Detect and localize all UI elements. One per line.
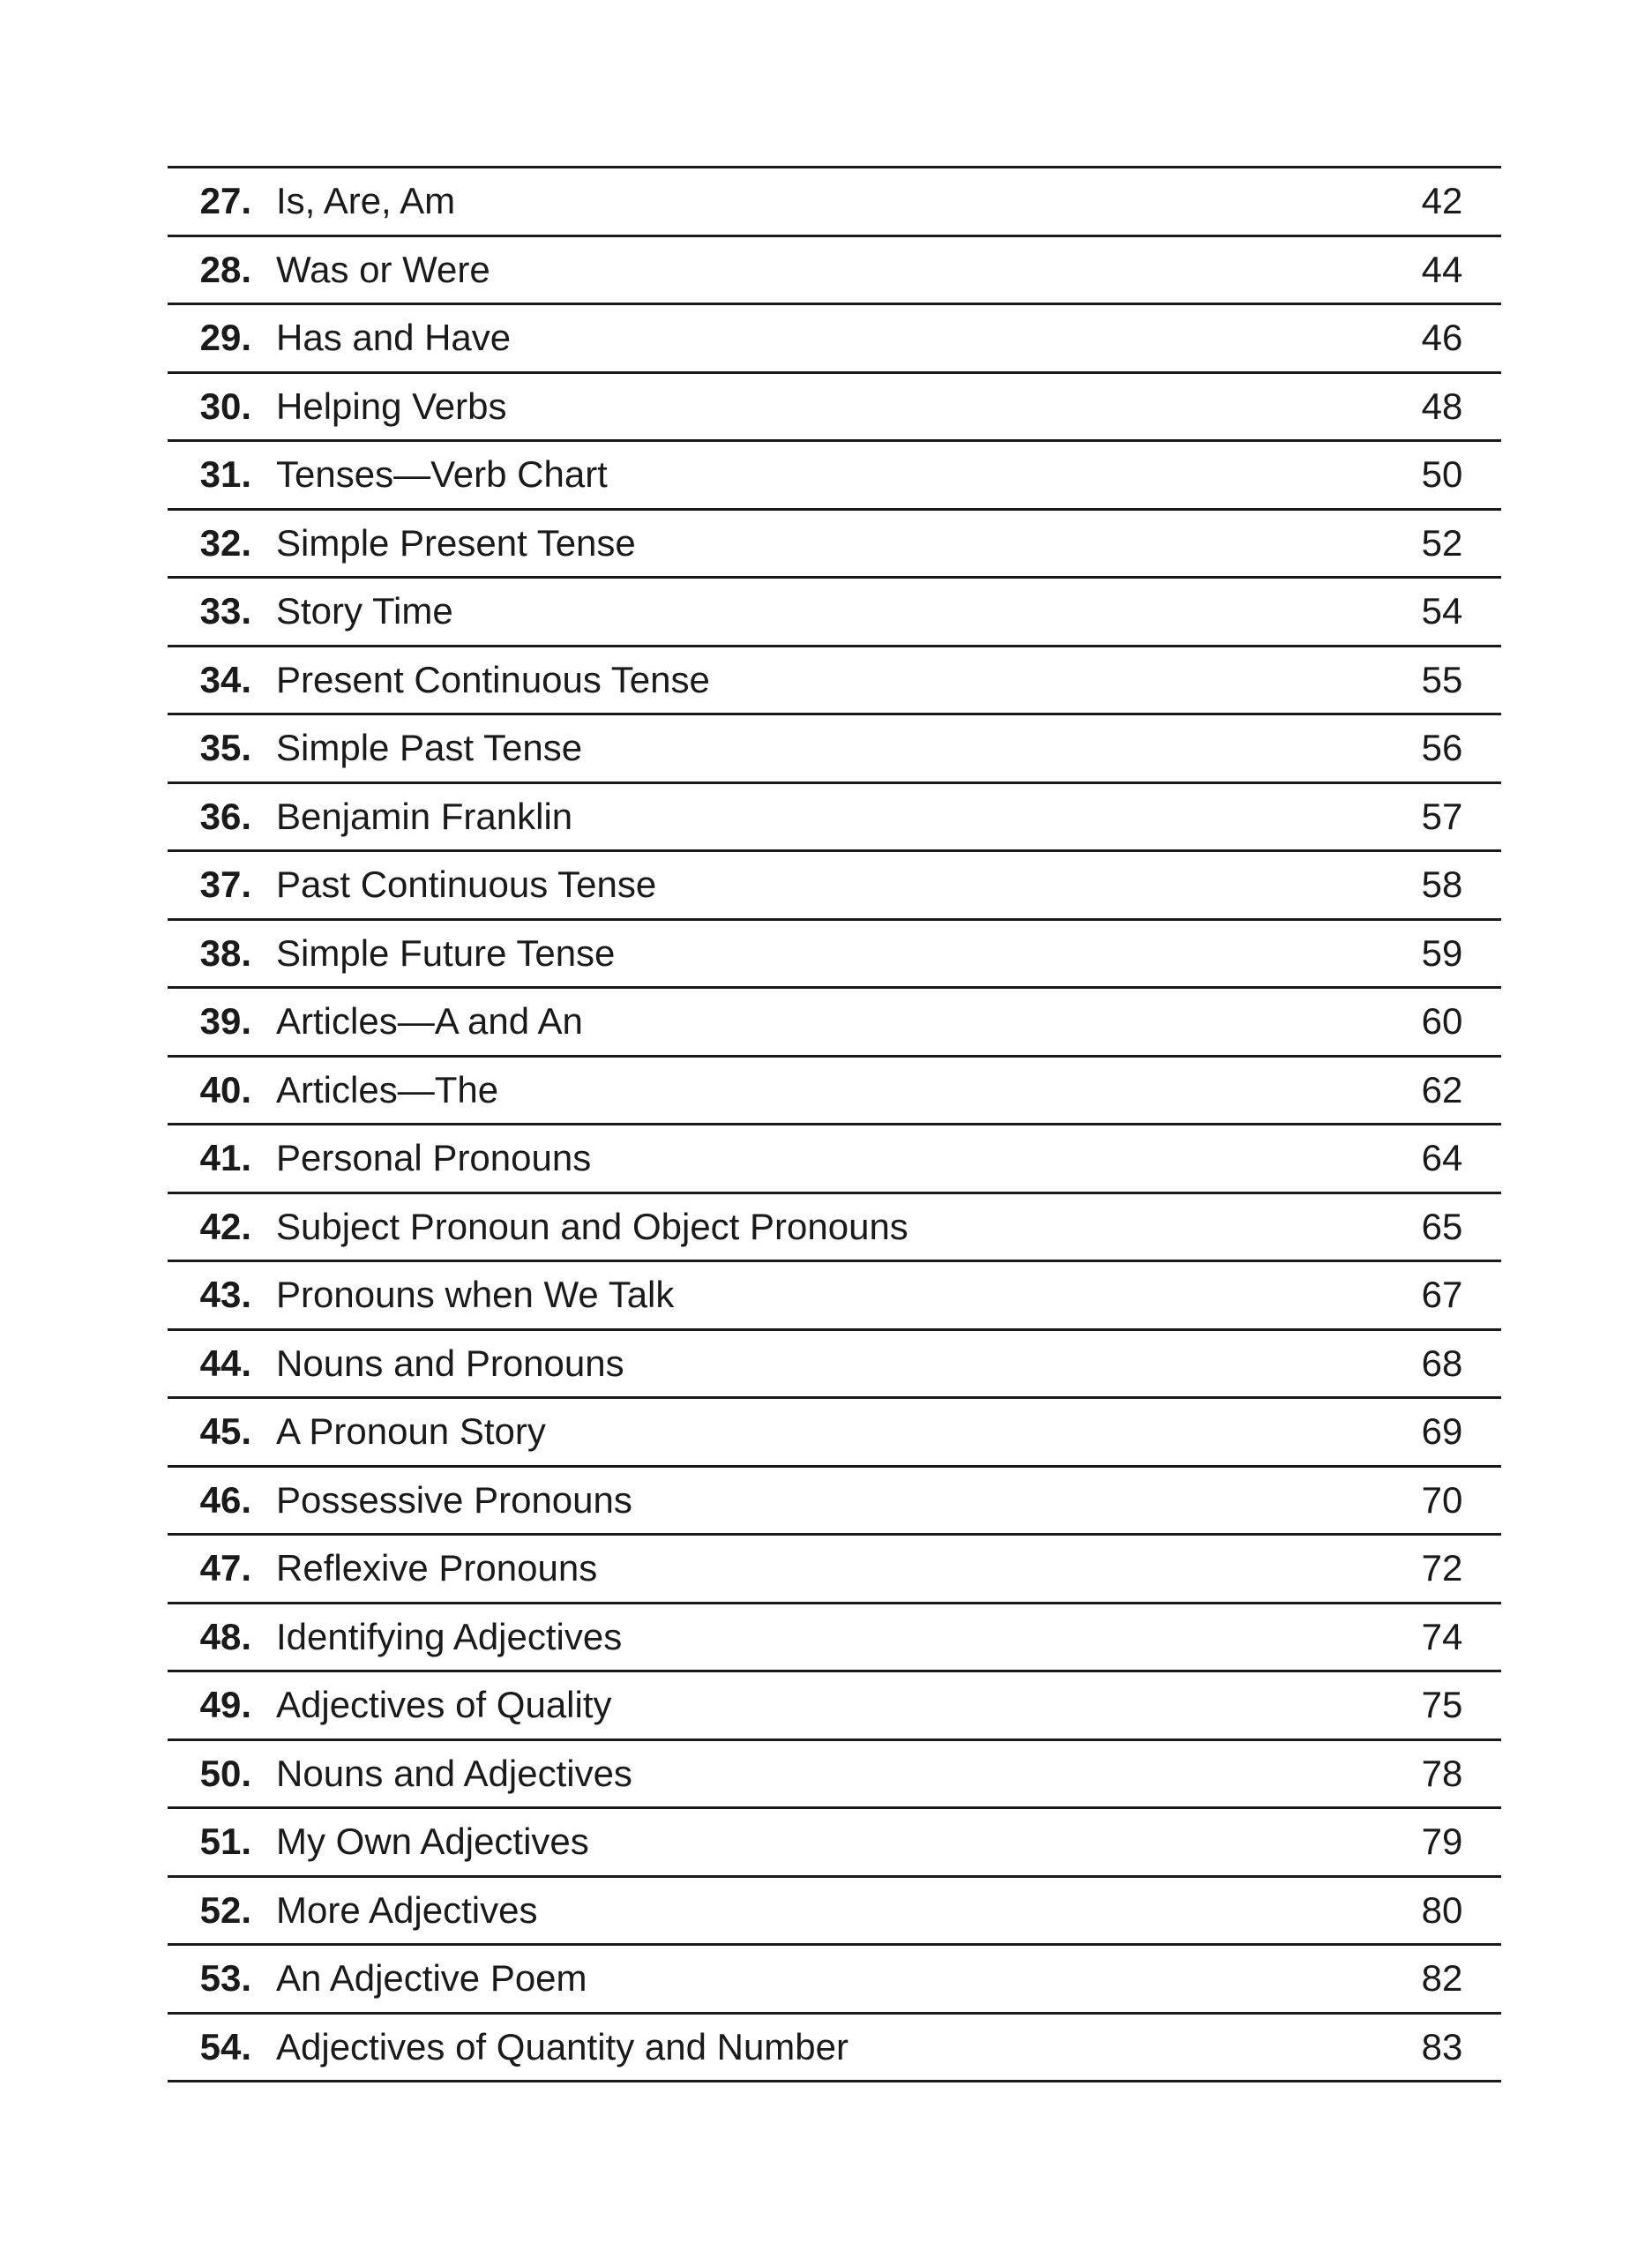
chapter-number: 49. bbox=[199, 1684, 251, 1726]
page-number: 80 bbox=[1421, 1888, 1463, 1931]
page-number: 72 bbox=[1421, 1547, 1463, 1589]
chapter-title: Present Continuous Tense bbox=[276, 658, 710, 700]
chapter-number: 54. bbox=[199, 2025, 251, 2067]
chapter-title: Tenses—Verb Chart bbox=[276, 453, 608, 496]
chapter-number: 27. bbox=[199, 180, 251, 222]
page-number: 60 bbox=[1421, 1000, 1463, 1043]
page-number: 44 bbox=[1421, 248, 1463, 290]
chapter-title: Nouns and Adjectives bbox=[276, 1752, 632, 1794]
chapter-number: 44. bbox=[199, 1342, 251, 1384]
toc-row[interactable] bbox=[168, 921, 1501, 990]
chapter-number: 47. bbox=[199, 1547, 251, 1589]
page-number: 74 bbox=[1421, 1615, 1463, 1657]
chapter-number: 42. bbox=[199, 1205, 251, 1247]
toc-row[interactable] bbox=[168, 442, 1501, 511]
toc-row[interactable] bbox=[168, 1125, 1501, 1194]
chapter-number: 28. bbox=[199, 248, 251, 290]
chapter-title: Helping Verbs bbox=[276, 385, 507, 427]
toc-row[interactable] bbox=[168, 168, 1501, 237]
toc-row[interactable] bbox=[168, 1809, 1501, 1878]
chapter-number: 39. bbox=[199, 1000, 251, 1043]
chapter-title: Identifying Adjectives bbox=[276, 1615, 623, 1657]
chapter-title: Past Continuous Tense bbox=[276, 864, 657, 906]
page-number: 42 bbox=[1421, 180, 1463, 222]
page-number: 55 bbox=[1421, 658, 1463, 700]
toc-row[interactable] bbox=[168, 1194, 1501, 1263]
toc-row[interactable] bbox=[168, 989, 1501, 1058]
chapter-title: Articles—A and An bbox=[276, 1000, 583, 1043]
chapter-title: Articles—The bbox=[276, 1068, 499, 1110]
chapter-title: Subject Pronoun and Object Pronouns bbox=[276, 1205, 908, 1247]
chapter-title: Pronouns when We Talk bbox=[276, 1274, 675, 1316]
chapter-number: 46. bbox=[199, 1478, 251, 1521]
toc-row[interactable] bbox=[168, 374, 1501, 443]
chapter-number: 41. bbox=[199, 1137, 251, 1179]
chapter-title: Adjectives of Quality bbox=[276, 1684, 612, 1726]
toc-row[interactable] bbox=[168, 1536, 1501, 1604]
page-number: 70 bbox=[1421, 1478, 1463, 1521]
chapter-title: Benjamin Franklin bbox=[276, 795, 573, 837]
page-number: 82 bbox=[1421, 1957, 1463, 2000]
page-number: 54 bbox=[1421, 590, 1463, 632]
page-number: 78 bbox=[1421, 1752, 1463, 1794]
page-number: 65 bbox=[1421, 1205, 1463, 1247]
chapter-title: Reflexive Pronouns bbox=[276, 1547, 598, 1589]
page-number: 64 bbox=[1421, 1137, 1463, 1179]
chapter-number: 33. bbox=[199, 590, 251, 632]
chapter-title: My Own Adjectives bbox=[276, 1821, 589, 1863]
toc-row[interactable] bbox=[168, 1262, 1501, 1331]
chapter-title: Personal Pronouns bbox=[276, 1137, 592, 1179]
toc-row[interactable] bbox=[168, 237, 1501, 306]
toc-row[interactable] bbox=[168, 579, 1501, 647]
page-number: 79 bbox=[1421, 1821, 1463, 1863]
page-number: 75 bbox=[1421, 1684, 1463, 1726]
chapter-number: 50. bbox=[199, 1752, 251, 1794]
chapter-title: Is, Are, Am bbox=[276, 180, 456, 222]
chapter-title: Nouns and Pronouns bbox=[276, 1342, 624, 1384]
page-number: 46 bbox=[1421, 317, 1463, 359]
chapter-number: 43. bbox=[199, 1274, 251, 1316]
chapter-title: More Adjectives bbox=[276, 1888, 538, 1931]
page-number: 67 bbox=[1421, 1274, 1463, 1316]
chapter-title: Story Time bbox=[276, 590, 453, 632]
chapter-number: 37. bbox=[199, 864, 251, 906]
page-number: 57 bbox=[1421, 795, 1463, 837]
page-number: 62 bbox=[1421, 1068, 1463, 1110]
chapter-title: Simple Present Tense bbox=[276, 521, 636, 564]
chapter-number: 48. bbox=[199, 1615, 251, 1657]
chapter-number: 35. bbox=[199, 727, 251, 769]
toc-row[interactable] bbox=[168, 715, 1501, 784]
chapter-number: 51. bbox=[199, 1821, 251, 1863]
page-number: 69 bbox=[1421, 1410, 1463, 1453]
page-number: 56 bbox=[1421, 727, 1463, 769]
toc-row[interactable] bbox=[168, 1604, 1501, 1673]
chapter-number: 53. bbox=[199, 1957, 251, 2000]
chapter-number: 34. bbox=[199, 658, 251, 700]
chapter-number: 32. bbox=[199, 521, 251, 564]
chapter-number: 52. bbox=[199, 1888, 251, 1931]
chapter-number: 45. bbox=[199, 1410, 251, 1453]
chapter-title: Adjectives of Quantity and Number bbox=[276, 2025, 848, 2067]
chapter-number: 40. bbox=[199, 1068, 251, 1110]
chapter-title: Possessive Pronouns bbox=[276, 1478, 632, 1521]
chapter-title: Was or Were bbox=[276, 248, 490, 290]
toc-row[interactable] bbox=[168, 1399, 1501, 1468]
toc-row[interactable] bbox=[168, 784, 1501, 853]
chapter-number: 38. bbox=[199, 931, 251, 974]
toc-row[interactable] bbox=[168, 1331, 1501, 1400]
toc-row[interactable] bbox=[168, 2015, 1501, 2083]
page-number: 59 bbox=[1421, 931, 1463, 974]
page-number: 83 bbox=[1421, 2025, 1463, 2067]
toc-row[interactable] bbox=[168, 1878, 1501, 1947]
page-number: 68 bbox=[1421, 1342, 1463, 1384]
toc-row[interactable] bbox=[168, 1468, 1501, 1536]
toc-row[interactable] bbox=[168, 1741, 1501, 1810]
toc-row[interactable] bbox=[168, 1058, 1501, 1126]
chapter-title: Has and Have bbox=[276, 317, 512, 359]
table-of-contents bbox=[168, 166, 1501, 2082]
chapter-title: Simple Future Tense bbox=[276, 931, 616, 974]
chapter-title: An Adjective Poem bbox=[276, 1957, 587, 2000]
chapter-number: 31. bbox=[199, 453, 251, 496]
toc-row[interactable] bbox=[168, 305, 1501, 374]
chapter-number: 29. bbox=[199, 317, 251, 359]
page-number: 48 bbox=[1421, 385, 1463, 427]
chapter-title: A Pronoun Story bbox=[276, 1410, 546, 1453]
toc-row[interactable] bbox=[168, 1946, 1501, 2015]
page-number: 50 bbox=[1421, 453, 1463, 496]
toc-row[interactable] bbox=[168, 1672, 1501, 1741]
page-number: 58 bbox=[1421, 864, 1463, 906]
chapter-number: 30. bbox=[199, 385, 251, 427]
toc-row[interactable] bbox=[168, 511, 1501, 579]
chapter-number: 36. bbox=[199, 795, 251, 837]
page-number: 52 bbox=[1421, 521, 1463, 564]
toc-row[interactable] bbox=[168, 647, 1501, 716]
chapter-title: Simple Past Tense bbox=[276, 727, 583, 769]
toc-row[interactable] bbox=[168, 852, 1501, 921]
